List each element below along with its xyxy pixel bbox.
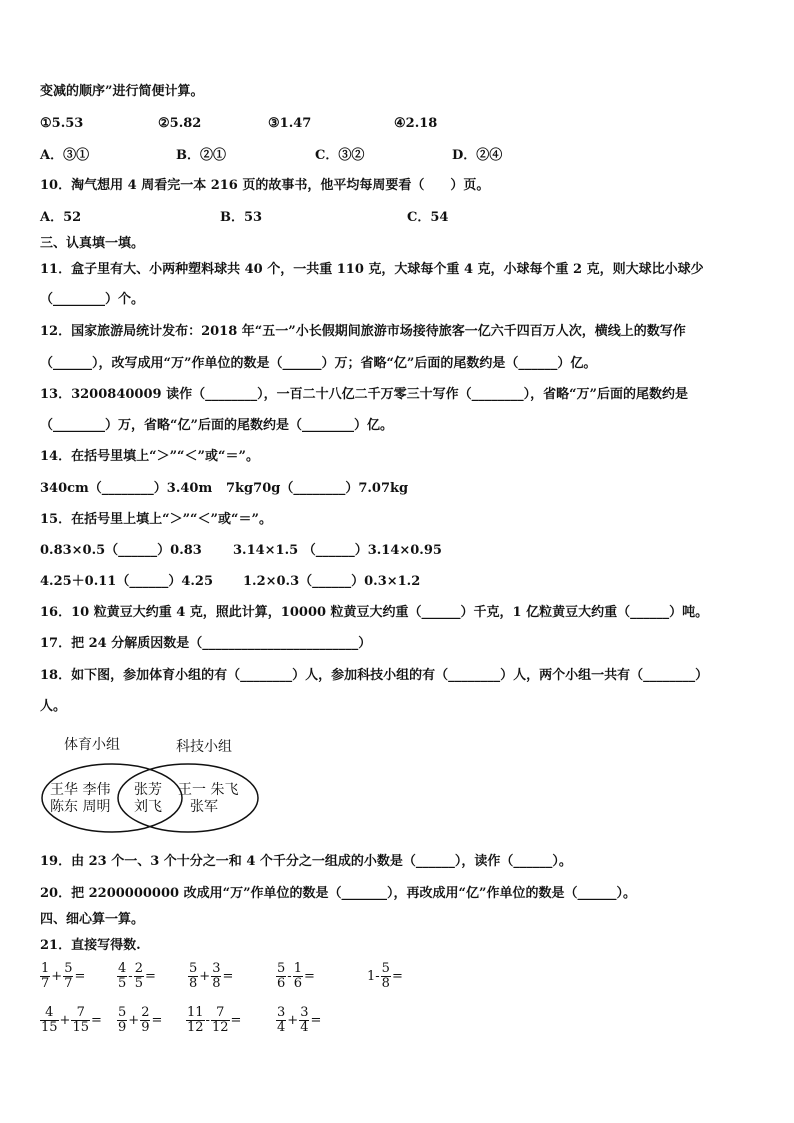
fraction: $\frac{3}{4}$: [277, 1005, 286, 1035]
section-3-heading: 三、认真填一填。: [40, 236, 145, 251]
fraction-expr: $\frac{5}{9}$ + $\frac{2}{9}$ =: [118, 1005, 163, 1035]
fraction-expr: $\frac{3}{4}$ + $\frac{3}{4}$ =: [277, 1005, 322, 1035]
fraction: $\frac{1}{7}$: [41, 961, 50, 991]
question-18-line1: 18．如下图，参加体育小组的有（________）人，参加科技小组的有（________）人，两个小组一共有（________）: [40, 668, 709, 683]
question-15-b: 3.14×1.5 （______）3.14×0.95: [233, 543, 442, 558]
question-16: 16．10 粒黄豆大约重 4 克，照此计算，10000 粒黄豆大约重（______）千克，1 亿粒黄豆大约重（______）吨。: [40, 605, 709, 620]
question-19: 19．由 23 个一、3 个十分之一和 4 个千分之一组成的小数是（______），读作（______）。: [40, 854, 572, 869]
question-13-line1: 13．3200840009 读作（________），一百二十八亿二千万零三十写作（________），省略“万”后面的尾数约是: [40, 387, 689, 402]
option-1: ①5.53: [40, 116, 84, 131]
question-13-line2: （________）万，省略“亿”后面的尾数约是（________）亿。: [40, 418, 393, 433]
option-2: ②5.82: [158, 116, 202, 131]
option-4: ④2.18: [394, 116, 438, 131]
fraction: $\frac{3}{8}$: [212, 961, 221, 991]
q10-choice-c: C．54: [407, 210, 449, 225]
fraction-expr: $\frac{5}{8}$ + $\frac{3}{8}$ =: [189, 961, 234, 991]
fraction: $\frac{7}{12}$: [211, 1005, 229, 1035]
question-14-b: 7kg70g（________）7.07kg: [226, 481, 409, 496]
question-21: 21．直接写得数.: [40, 938, 141, 953]
question-17: 17．把 24 分解质因数是（________________________）: [40, 636, 372, 651]
choice-d: D．②④: [452, 148, 503, 163]
venn-right-title: 科技小组: [176, 739, 232, 755]
fraction: $\frac{11}{12}$: [187, 1005, 204, 1035]
section-4-heading: 四、细心算一算。: [40, 912, 145, 927]
intro-line: 变减的顺序”进行简便计算。: [40, 84, 204, 99]
fraction-expr: $\frac{5}{6}$ - $\frac{1}{6}$ =: [277, 961, 315, 991]
question-14-a: 340cm（________）3.40m: [40, 481, 213, 496]
question-10: 10．淘气想用 4 周看完一本 216 页的故事书，他平均每周要看（ ）页。: [40, 178, 490, 193]
question-11-line2: （________）个。: [40, 292, 145, 307]
venn-middle-names-1: 张芳: [134, 782, 162, 798]
choice-c: C．③②: [315, 148, 365, 163]
question-15-c: 4.25＋0.11（______）4.25: [40, 574, 213, 589]
fraction: $\frac{4}{5}$: [118, 961, 127, 991]
question-15-a: 0.83×0.5（______）0.83: [40, 543, 202, 558]
q10-choice-b: B．53: [220, 210, 263, 225]
fraction-expr: $\frac{11}{12}$ - $\frac{7}{12}$ =: [187, 1005, 242, 1035]
q10-choice-a: A．52: [40, 210, 82, 225]
question-11-line1: 11．盒子里有大、小两种塑料球共 40 个，一共重 110 克，大球每个重 4 克，小球每个重 2 克，则大球比小球少: [40, 262, 704, 277]
fraction-expr: $\frac{1}{7}$ + $\frac{5}{7}$ =: [41, 961, 86, 991]
fraction: $\frac{5}{6}$: [277, 961, 286, 991]
question-12-line1: 12．国家旅游局统计发布：2018 年“五一”小长假期间旅游市场接待旅客一亿六千四百万人次，横线上的数写作: [40, 324, 686, 339]
venn-right-names-1: 王一 朱飞: [178, 782, 239, 798]
fraction: $\frac{5}{8}$: [189, 961, 198, 991]
question-15: 15．在括号里上填上“＞”“＜”或“＝”。: [40, 512, 272, 527]
fraction: $\frac{4}{15}$: [41, 1005, 58, 1035]
venn-left-names-2: 陈东 周明: [50, 799, 111, 815]
question-20: 20．把 2200000000 改成用“万”作单位的数是（_______），再改成用“亿”作单位的数是（______）。: [40, 886, 637, 901]
fraction: $\frac{3}{4}$: [300, 1005, 309, 1035]
fraction: $\frac{5}{7}$: [64, 961, 73, 991]
option-3: ③1.47: [268, 116, 312, 131]
choice-b: B．②①: [176, 148, 226, 163]
question-14: 14．在括号里填上“＞”“＜”或“＝”。: [40, 449, 259, 464]
question-15-d: 1.2×0.3（______）0.3×1.2: [243, 574, 421, 589]
venn-middle-names-2: 刘飞: [134, 799, 162, 815]
venn-left-names-1: 王华 李伟: [50, 782, 111, 798]
venn-diagram: [40, 730, 260, 840]
venn-right-names-2: 张军: [190, 799, 218, 815]
fraction: $\frac{5}{8}$: [381, 961, 390, 991]
fraction: $\frac{2}{9}$: [141, 1005, 150, 1035]
venn-left-title: 体育小组: [64, 737, 120, 753]
question-18-line2: 人。: [40, 699, 67, 714]
fraction-expr: 1- $\frac{5}{8}$ =: [367, 961, 403, 991]
fraction: $\frac{7}{15}$: [72, 1005, 89, 1035]
fraction-expr: $\frac{4}{15}$ + $\frac{7}{15}$ =: [41, 1005, 102, 1035]
fraction: $\frac{2}{5}$: [134, 961, 143, 991]
question-12-line2: （______），改写成用“万”作单位的数是（______）万；省略“亿”后面的尾数约是（______）亿。: [40, 356, 597, 371]
fraction: $\frac{1}{6}$: [293, 961, 302, 991]
fraction-expr: $\frac{4}{5}$ - $\frac{2}{5}$ =: [118, 961, 156, 991]
fraction: $\frac{5}{9}$: [118, 1005, 127, 1035]
choice-a: A．③①: [40, 148, 90, 163]
